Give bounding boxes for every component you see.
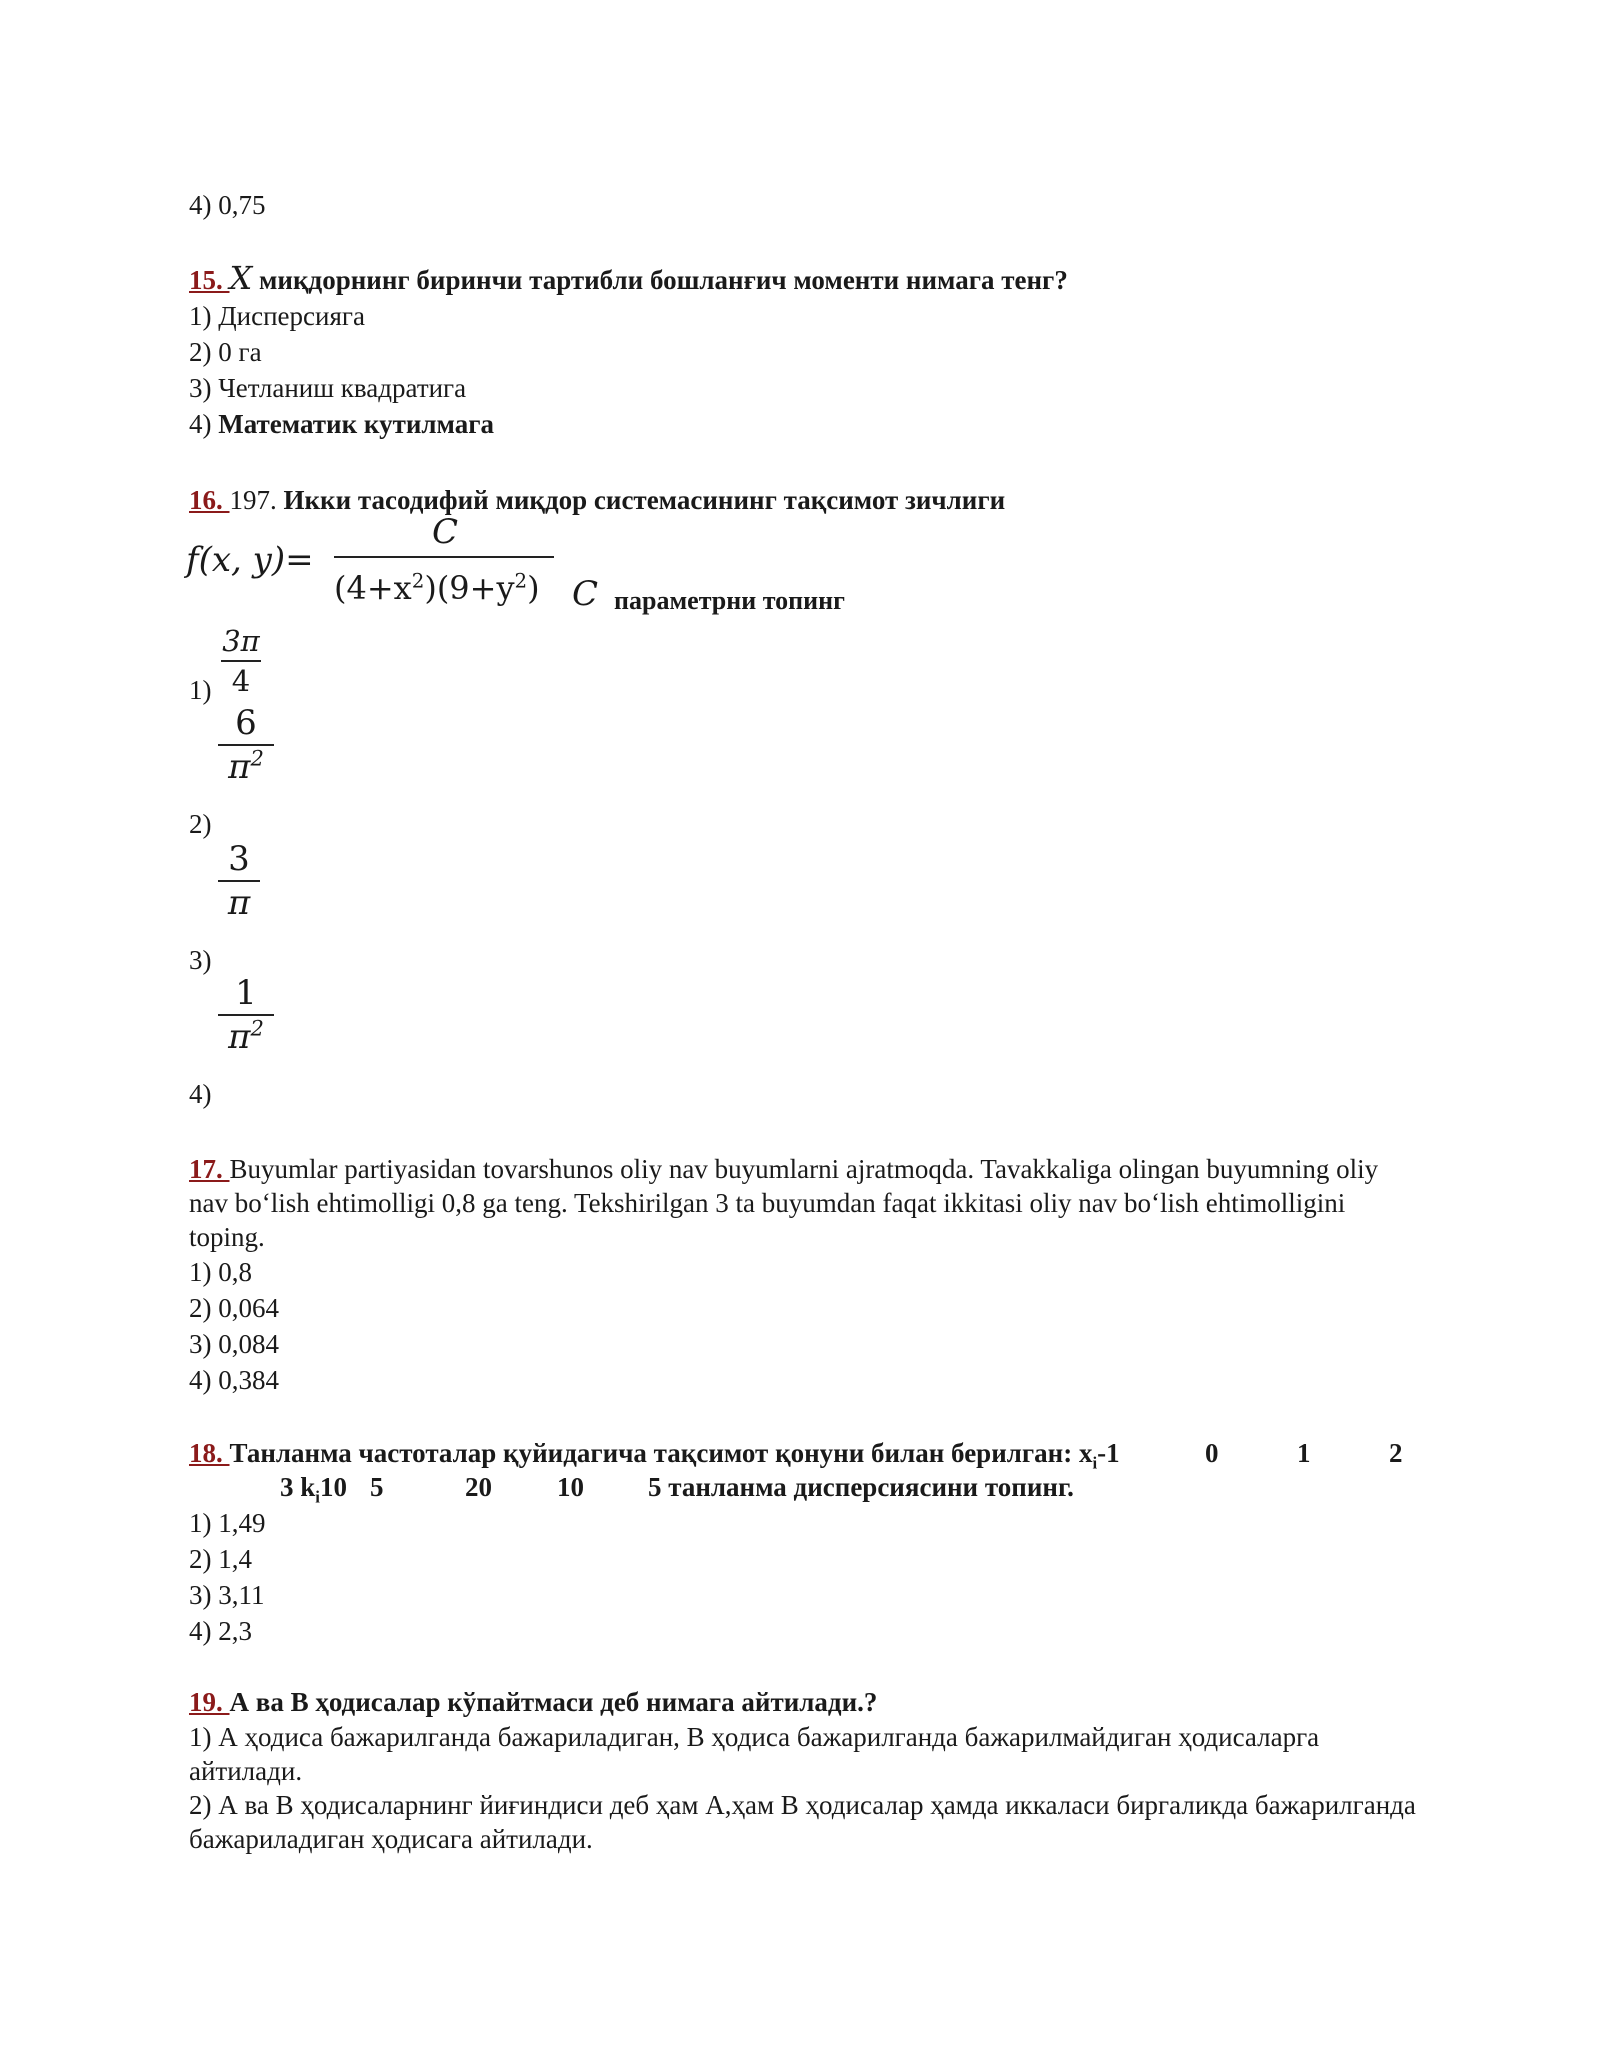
q18-number: 18. bbox=[189, 1438, 230, 1468]
q15-option-2: 2) 0 га bbox=[189, 337, 262, 367]
q16-question-text: Икки тасодифий миқдор системасининг тақсимот зичлиги bbox=[283, 485, 1006, 515]
q18-k-value-3: 10 bbox=[557, 1472, 584, 1502]
q15-question bbox=[189, 260, 1419, 298]
q15-option-1: 1) Дисперсияга bbox=[189, 301, 365, 331]
q18-x-value-0: 0 bbox=[1205, 1438, 1219, 1468]
q18-options bbox=[189, 1505, 1419, 1649]
q17-option-3: 3) 0,084 bbox=[189, 1329, 279, 1359]
q17-option-1: 1) 0,8 bbox=[189, 1257, 252, 1287]
q17-number: 17. bbox=[189, 1154, 230, 1184]
q18-option-3: 3) 3,11 bbox=[189, 1580, 265, 1610]
q14-option-4: 4) 0,75 bbox=[189, 190, 266, 220]
formula-lhs: f(x, y)= bbox=[186, 540, 314, 580]
document-page: 4) 0,75 15. X миқдорнинг биринчи тартибли бошланғич моменти нимага тенг? 1) Дисперсияга 2) 0 га 3) Четланиш квадратига 4) Математик кутилмага 16. 197. Икки тасодифий миқдор системасининг тақсимот зичлиги f(x, y)= C $(4+x^2)(9+y^2)$ C параметрни топинг 3π 4 1) 6 $\pi^2$ 2) 3 π 3) 1 $\pi^2$ 4) 17. Buyumlar partiyasidan tovarshunos oliy nav buyumlarni ajratmoqda. Tavakkaliga olingan buyumning oliy nav bo‘lish ehtimolligi 0,8 ga teng. Tekshirilgan 3 ta buyumdan faqat ikkitasi oliy nav bo‘lish ehtimolligini toping. 1) 0,8 2) 0,064 3) 0,084 4) 0,384 18. Танланма частоталар қуйидагича тақсимот қонуни билан берилган: $x_i-1$ 0 1 2 3 $k_i10$ 5 20 10 5 танланма дисперсиясини топинг. 1) 1,49 2) 1,4 3) 3,11 4) 2,3 19. А ва В ҳодисалар кўпайтмаси деб нимага айтилади.? 1) А ҳодиса бажарилганда бажариладиган, В ҳодиса бажарилганда бажарилмайдиган ҳодисаларга айтилади. 2) А ва В ҳодисаларнинг йиғиндиси деб ҳам А,ҳам В ҳодисалар ҳамда иккаласи биргаликда бажарилганда бажариладиган ҳодисага айтилади. bbox=[0, 0, 1600, 2070]
q16-number: 16. bbox=[189, 485, 230, 515]
q15-option-3: 3) Четланиш квадратига bbox=[189, 373, 467, 403]
q15-number: 15. bbox=[189, 265, 230, 295]
q18-option-4: 4) 2,3 bbox=[189, 1616, 252, 1646]
q15-variable: X bbox=[229, 259, 253, 297]
q18-line-1: 18. Танланма частоталар қуйидагича тақсимот қонуни билан берилган: $x_i-1$ bbox=[189, 1438, 1120, 1473]
option-1-fraction: 3π 4 bbox=[222, 624, 260, 698]
q18-option-1: 1) 1,49 bbox=[189, 1508, 266, 1538]
q19-block bbox=[189, 1684, 1419, 1856]
formula-param-text: параметрни топинг bbox=[614, 586, 845, 615]
q16-prefix: 197. bbox=[229, 485, 284, 515]
q18-line-2-start: 3 $k_i10$ bbox=[280, 1472, 347, 1507]
formula-param-variable: C bbox=[572, 574, 599, 614]
formula-bar bbox=[334, 556, 554, 558]
q17-option-4: 4) 0,384 bbox=[189, 1365, 279, 1395]
q14-block bbox=[189, 187, 1419, 223]
q18-x-value-1: 1 bbox=[1297, 1438, 1311, 1468]
q15-option-4: 4) Математик кутилмага bbox=[189, 409, 495, 439]
q18-x-value-2: 2 bbox=[1389, 1438, 1403, 1468]
q18-k-value-1: 5 bbox=[370, 1472, 384, 1502]
q17-block bbox=[189, 1152, 1419, 1398]
option-3-fraction: 3 π bbox=[218, 838, 260, 924]
q19-option-2: 2) А ва В ҳодисаларнинг йиғиндиси деб ҳам А,ҳам В ҳодисалар ҳамда иккаласи биргаликда бажарилганда бажариладиган ҳодисага айтилади. bbox=[189, 1790, 1416, 1854]
q19-option-1: 1) А ҳодиса бажарилганда бажариладиган, В ҳодиса бажарилганда бажарилмайдиган ҳодисаларга айтилади. bbox=[189, 1722, 1320, 1786]
q16-formula bbox=[186, 512, 1086, 618]
q15-block bbox=[189, 260, 1419, 442]
q17-option-2: 2) 0,064 bbox=[189, 1293, 279, 1323]
formula-numerator: C bbox=[432, 512, 459, 552]
q19-question-text: А ва В ҳодисалар кўпайтмаси деб нимага айтилади.? bbox=[229, 1687, 878, 1717]
q18-line-2-tail: 5 танланма дисперсиясини топинг. bbox=[648, 1472, 1074, 1502]
q18-k-value-2: 20 bbox=[465, 1472, 492, 1502]
q16-block bbox=[189, 482, 1419, 518]
q17-question-text: Buyumlar partiyasidan tovarshunos oliy nav buyumlarni ajratmoqda. Tavakkaliga olingan buyumning oliy nav bo‘lish ehtimolligi 0,8 ga teng. Tekshirilgan 3 ta buyumdan faqat ikkitasi oliy nav bo‘lish ehtimolligini toping. bbox=[189, 1154, 1379, 1252]
q16-question bbox=[189, 482, 1419, 518]
option-2-fraction: 6 $\pi^2$ bbox=[218, 702, 274, 788]
formula-denominator: $(4+x^2)(9+y^2)$ bbox=[334, 569, 540, 607]
q17-question bbox=[189, 1152, 1419, 1254]
q19-number: 19. bbox=[189, 1687, 230, 1717]
option-4-fraction: 1 $\pi^2$ bbox=[218, 972, 274, 1058]
q19-question bbox=[189, 1684, 1419, 1720]
q15-question-text: миқдорнинг биринчи тартибли бошланғич моменти нимага тенг? bbox=[259, 265, 1068, 295]
q18-option-2: 2) 1,4 bbox=[189, 1544, 252, 1574]
